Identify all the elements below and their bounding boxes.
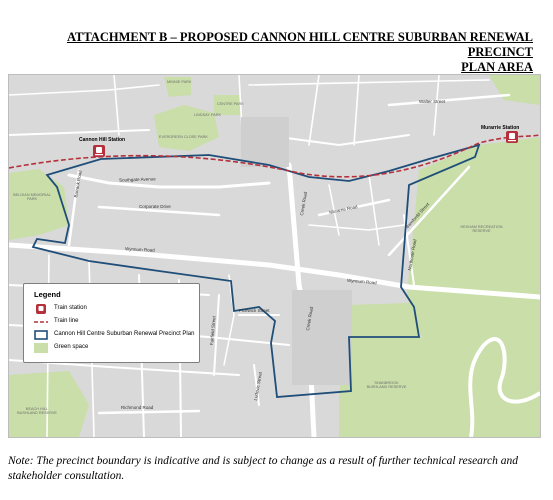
precinct-boundary-icon — [34, 330, 48, 340]
label-northcote-road: Northcote Road — [407, 238, 418, 271]
label-richmond-road: Richmond Road — [121, 405, 154, 410]
label-pickwick-street: Pickwick Street — [239, 308, 270, 313]
map-legend — [23, 283, 200, 363]
label-barrack-road: Barrack Road — [73, 169, 83, 198]
legend-label-precinct: Cannon Hill Centre Suburban Renewal Precinct Plan — [54, 331, 195, 337]
label-creek-road-north: Creek Road — [299, 191, 309, 216]
train-line-icon — [34, 317, 48, 327]
legend-title: Legend — [34, 290, 61, 299]
label-centre-park: CENTRE PARK — [217, 102, 244, 106]
heading-line-2: PLAN AREA — [461, 60, 533, 74]
label-corporate-drive: Corporate Drive — [139, 204, 171, 209]
green-space-icon — [34, 343, 48, 353]
label-evergreen-close-park: EVERGREEN CLOSE PARK — [159, 135, 208, 139]
label-fairfield-street: Fairfield Street — [209, 315, 217, 346]
centre-lot-south — [292, 290, 352, 385]
label-ludovic-street: Ludovic Street — [253, 371, 263, 401]
label-wynnum-road-west: Wynnum Road — [124, 246, 155, 253]
precinct-map[interactable] — [8, 74, 541, 438]
page-heading — [20, 30, 533, 75]
label-wynnum-road-east: Wynnum Road — [346, 277, 377, 286]
legend-label-train-station: Train station — [54, 305, 87, 311]
legend-row-precinct — [34, 330, 194, 340]
label-southgate-avenue: Southgate Avenue — [118, 176, 156, 183]
murarrie-station-icon[interactable] — [506, 131, 518, 143]
label-cannon-hill-station: Cannon Hill Station — [79, 137, 126, 143]
cannon-hill-station-icon[interactable] — [93, 145, 105, 157]
label-creek-road-south: Creek Road — [305, 306, 315, 331]
label-walter-street: Walter Street — [419, 99, 446, 104]
precinct-note: Note: The precinct boundary is indicative and is subject to change as a result of further technical research and stakeholder consultation. — [8, 455, 518, 482]
train-station-icon — [34, 304, 48, 314]
label-murarrie-road: Murarrie Road — [328, 204, 358, 215]
legend-label-train-line: Train line — [54, 318, 79, 324]
legend-row-train-line — [34, 317, 194, 327]
legend-row-green-space — [34, 343, 194, 353]
label-belgian-memorial-park: BELGIAN MEMORIAL PARK — [13, 193, 51, 201]
label-murarrie-station: Murarrie Station — [481, 125, 520, 131]
heading-line-1: ATTACHMENT B – PROPOSED CANNON HILL CENTRE SUBURBAN RENEWAL PRECINCT — [66, 30, 533, 59]
label-bamfordd-street: Bamfordd Street — [404, 201, 431, 230]
label-beach-bushland: BEACH HILL BUSHLAND RESERVE — [17, 407, 57, 415]
legend-label-green-space: Green space — [54, 344, 89, 350]
label-lindsay-park: LINDSAY PARK — [194, 113, 222, 117]
label-minnie-park: MINNIE PARK — [167, 80, 192, 84]
label-shanbrook-bushland: SHANBROOK BUSHLAND RESERVE — [366, 381, 407, 389]
centre-lot-north — [241, 117, 289, 167]
map-canvas — [9, 75, 540, 437]
legend-row-train-station — [34, 304, 194, 314]
label-hexham-recreation-reserve: HEXHAM RECREATION RESERVE — [460, 225, 503, 233]
